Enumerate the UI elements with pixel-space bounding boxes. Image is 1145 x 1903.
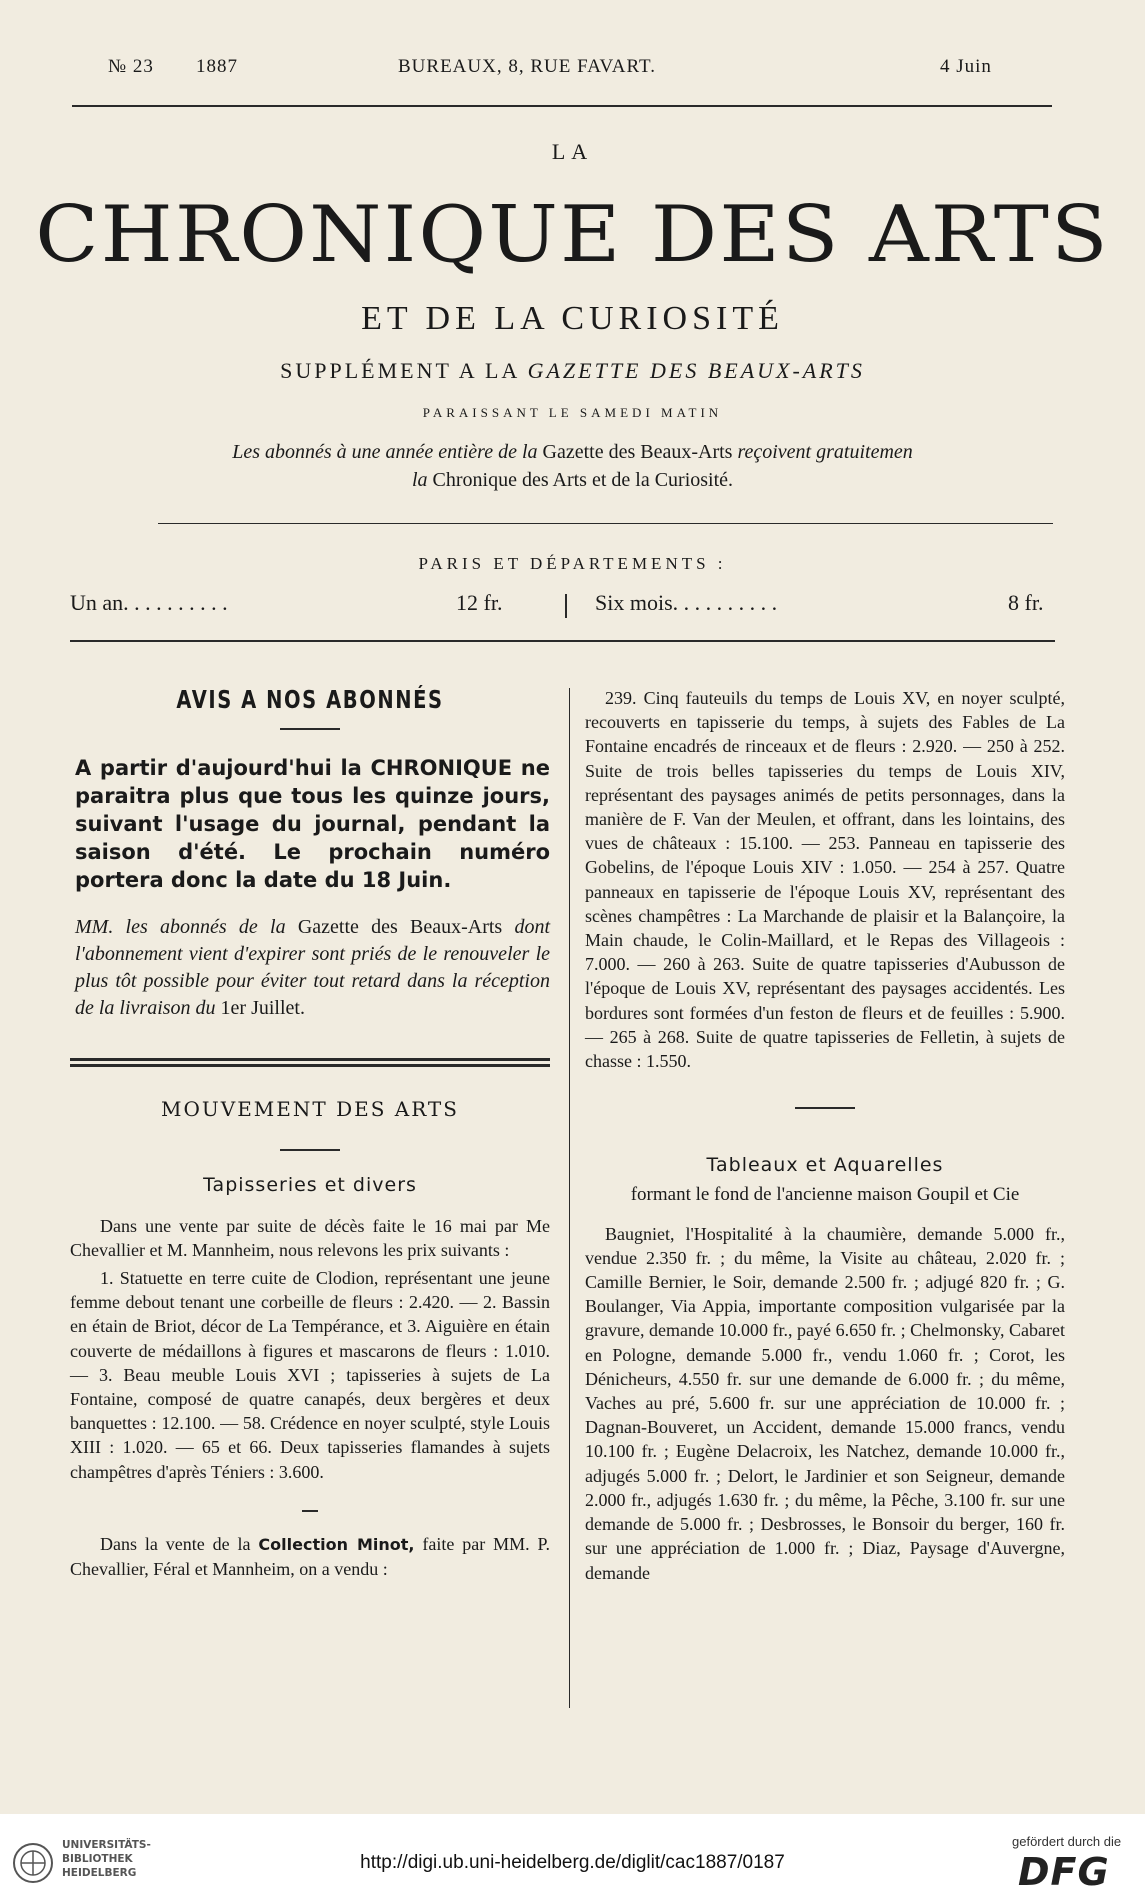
minot-collection: Collection Minot, <box>258 1534 415 1554</box>
annual-label: Un an. . . . . . . . . . <box>70 590 228 615</box>
library-line-2: BIBLIOTHEK <box>62 1853 133 1865</box>
right-section-rule <box>795 1107 855 1109</box>
half-year-price: 8 fr. <box>1008 590 1044 615</box>
avis-title: AVIS A NOS ABONNÉS <box>176 685 444 714</box>
masthead-title: CHRONIQUE DES ARTS <box>35 190 1110 280</box>
library-line-3: HEIDELBERG <box>62 1867 137 1879</box>
header-rule <box>72 105 1052 107</box>
digitization-footer <box>0 1814 1145 1903</box>
library-line-1: UNIVERSITÄTS- <box>62 1839 151 1851</box>
subscriber-notice <box>0 438 1145 494</box>
source-url-link[interactable]: http://digi.ub.uni-heidelberg.de/diglit/cac1887/0187 <box>360 1852 785 1873</box>
masthead-article: LA <box>551 139 594 164</box>
avis-note-date: 1er Juillet. <box>220 997 305 1020</box>
right-column <box>585 686 1065 1585</box>
masthead-rule <box>158 523 1053 524</box>
supplement-gazette-title: GAZETTE DES BEAUX-ARTS <box>527 358 865 383</box>
masthead-subtitle: ET DE LA CURIOSITÉ <box>361 300 784 337</box>
left-paragraph-2: 1. Statuette en terre cuite de Clodion, représentant une jeune femme debout tenant une corbeille de fleurs : 2.420. — 2. Bassin en étain de Briot, décor de La Tempérance, et 3. Aiguière en étain couverte de médaillons à figures et mascarons de fleurs : 1.010. — 3. Beau meuble Louis XVI ; tapisseries à sujets de La Fontaine, composé de quatre canapés, deux bergères et deux banquettes : 12.100. — 58. Crédence en noyer sculpté, style Louis XIII : 1.020. — 65 et 66. Deux tapisseries flamandes à sujets champêtres d'après Téniers : 3.600. <box>70 1268 550 1482</box>
subscriber-notice-chronique: Chronique des Arts et de la Curiosité. <box>432 469 734 491</box>
issue-year: 1887 <box>196 56 238 77</box>
subscriber-notice-part-a: Les abonnés à une année entière de la <box>232 441 538 463</box>
issue-number: № 23 <box>108 56 154 77</box>
issue-date: 4 Juin <box>940 56 992 77</box>
subscriber-notice-la: la <box>411 469 428 491</box>
column-divider <box>569 688 570 1708</box>
supplement-line <box>0 358 1145 384</box>
left-paragraph-1: Dans une vente par suite de décès faite le 16 mai par Me Chevallier et M. Mannheim, nous relevons les prix suivants : <box>70 1215 550 1260</box>
supplement-prefix: SUPPLÉMENT A LA <box>280 358 520 383</box>
right-paragraph-1: 239. Cinq fauteuils du temps de Louis XV, en noyer sculpté, recouverts en tapisserie du temps, à sujets des Fables de La Fontaine encadrés de rinceaux et de fleurs : 2.920. — 250 à 252. Suite de trois belles tapisseries du temps de Louis XIV, représentant des paysages animés de petits personnages, dans la manière de F. Van der Meulen, et offrant, dans les lointains, des vues de châteaux : 15.100. — 253. Panneau en tapisserie des Gobelins, de l'époque Louis XIV : 1.050. — 254 à 257. Quatre panneaux en tapisserie de l'époque Louis XV, représentant des scènes champêtres : La Marchande de plaisir et la Balançoire, la Main chaude, le Colin-Maillard, et le Repas des Villageois : 7.000. — 260 à 263. Suite de quatre tapisseries d'Aubusson de l'époque de Louis XV, représentant des paysages accidentés. Les bordures sont formées d'un feston de fleurs et de feuilles : 5.900. — 265 à 268. Suite de quatre tapisseries de Felletin, à sujets de chasse : 1.550. <box>585 688 1065 1072</box>
office-address: BUREAUX, 8, RUE FAVART. <box>398 56 656 77</box>
paragraph-separator <box>302 1510 318 1512</box>
pricing-heading: PARIS ET DÉPARTEMENTS : <box>418 554 727 573</box>
subscriber-notice-part-c: reçoivent gratuitemen <box>737 441 913 463</box>
pricing-rule <box>70 640 1055 642</box>
avis-note-gazette: Gazette des Beaux-Arts <box>297 916 503 939</box>
subsection-title: Tapisseries et divers <box>203 1174 417 1197</box>
left-paragraph-3 <box>70 1532 550 1581</box>
half-year-label: Six mois. . . . . . . . . . <box>595 590 778 615</box>
section-double-rule-bottom <box>70 1064 550 1067</box>
pricing-divider <box>565 594 567 618</box>
dfg-logo: DFG <box>1018 1850 1110 1894</box>
funder-caption: gefördert durch die <box>1012 1834 1122 1849</box>
avis-note-part-c: dont l'abonnement vient d'expirer sont priés de le renouveler le plus tôt possible pour éviter tout retard dans la réception de la livraison du <box>75 916 550 1020</box>
publication-schedule: PARAISSANT LE SAMEDI MATIN <box>422 405 723 420</box>
section-title: MOUVEMENT DES ARTS <box>161 1097 459 1122</box>
avis-note-part-a: MM. les abonnés de la <box>75 916 286 939</box>
avis-rule <box>280 728 340 730</box>
subscriber-notice-gazette: Gazette des Beaux-Arts <box>542 441 733 463</box>
left-column <box>70 684 550 1581</box>
avis-body: A partir d'aujourd'hui la CHRONIQUE ne paraitra plus que tous les quinze jours, suivant l'usage du journal, pendant la saison d'été. Le prochain numéro portera donc la date du 18 Juin. <box>75 756 550 893</box>
annual-price: 12 fr. <box>456 590 503 615</box>
section-double-rule-top <box>70 1058 550 1061</box>
right-paragraph-2: Baugniet, l'Hospitalité à la chaumière, demande 5.000 fr., vendue 2.350 fr. ; du même, la Visite au château, 2.020 fr. ; Camille Bernier, le Soir, demande 2.500 fr. ; adjugé 820 fr. ; G. Boulanger, Via Appia, importante composition vulgarisée par la gravure, demande 10.000 fr., payé 6.650 fr. ; Chelmonsky, Cabaret en Pologne, demande 5.000 fr., vendu 1.060 fr. ; Corot, les Dénicheurs, 4.550 fr. sur une demande de 6.000 fr. ; du même, Vaches au pré, 5.600 fr. sur une appréciation de 10.000 fr. ; Dagnan-Bouveret, un Accident, demande 15.000 francs, vendu 10.100 fr. ; Eugène Delacroix, les Natchez, demande 10.000 fr., adjugés 5.000 fr. ; Delort, le Jardinier et son Seigneur, demande 2.000 fr., adjugés 1.630 fr. ; du même, la Pêche, 3.100 fr. sur une demande de 5.000 fr. ; Desbrosses, le Bonsoir du berger, 160 fr. sur une appréciation de 1.000 fr. ; Diaz, Paysage d'Auvergne, demande <box>585 1223 1065 1583</box>
minot-rest: faite par MM. P. Chevallier, Féral et Mannheim, on a vendu : <box>70 1533 551 1580</box>
avis-note <box>70 914 550 1022</box>
minot-intro: Dans la vente de la <box>100 1533 251 1554</box>
right-subsection-line: formant le fond de l'ancienne maison Goupil et Cie <box>630 1184 1020 1206</box>
section-rule <box>280 1149 340 1151</box>
right-subsection-title: Tableaux et Aquarelles <box>706 1154 944 1177</box>
